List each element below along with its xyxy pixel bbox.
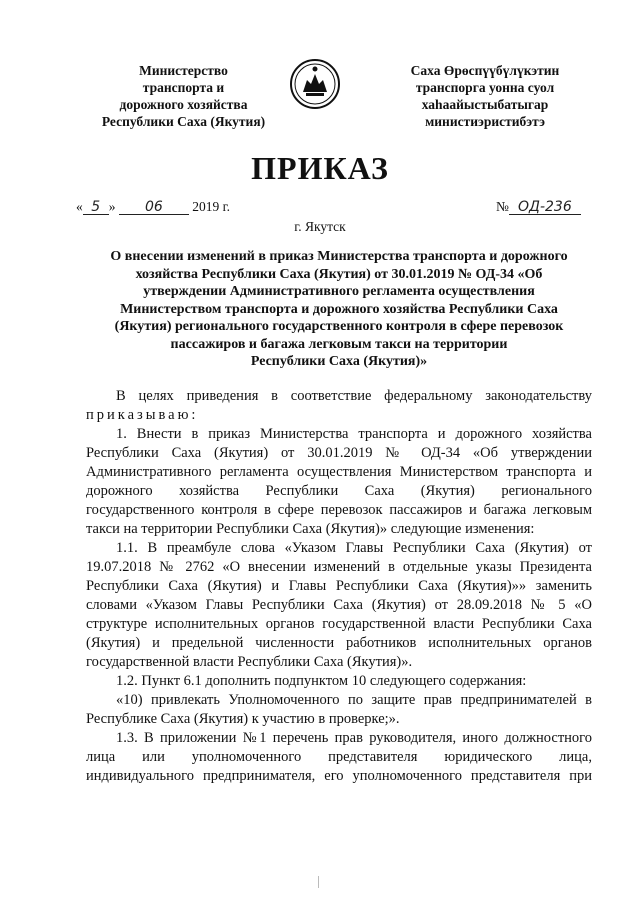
paragraph-1-line: Административного регламента осуществления Министерством транспорта и xyxy=(86,464,592,480)
header-right-line: Саха Өрөспүүбүлүкэтин xyxy=(410,63,560,78)
order-number xyxy=(496,199,581,215)
header-left-line: дорожного хозяйства xyxy=(119,97,248,112)
scan-mark xyxy=(318,876,319,888)
date-day: 5 xyxy=(83,200,109,215)
paragraph-1-1-line: структуре исполнительных органов государственной власти Республики Саха xyxy=(86,616,592,632)
city: г. Якутск xyxy=(294,219,346,234)
ministry-name-russian xyxy=(86,62,281,130)
date-month: 06 xyxy=(119,200,189,215)
paragraph-1-line: 1. Внести в приказ Министерства транспорта и дорожного хозяйства xyxy=(116,426,592,442)
paragraph-1-1-line: 19.07.2018 № 2762 «О внесении изменений в отдельные указы Президента xyxy=(86,559,592,575)
order-body xyxy=(86,387,592,786)
header-right-line: министиэристибэтэ xyxy=(425,114,545,129)
paragraph-1-line: государственного контроля в сфере перевозок пассажиров и багажа легковым xyxy=(86,502,592,518)
subject-line: хозяйства Республики Саха (Якутия) от 30.01.2019 № ОД-34 «Об xyxy=(135,266,543,282)
subject-line: пассажиров и багажа легковым такси на территории xyxy=(170,336,508,352)
subject-line: (Якутия) регионального государственного контроля в сфере перевозок xyxy=(114,319,564,334)
order-subject xyxy=(86,248,592,371)
paragraph-1-line: такси на территории Республики Саха (Якутия)» следующие изменения: xyxy=(86,521,535,537)
paragraph-1-2-quote-line: «10) привлекать Уполномоченного по защите прав предпринимателей в xyxy=(116,692,592,708)
decree-word: приказываю: xyxy=(86,407,199,423)
date-open-quote: « xyxy=(76,199,83,214)
header-left-line: транспорта и xyxy=(142,80,225,95)
paragraph-1-3-line: лица или уполномоченного представителя юридического лица, xyxy=(86,749,592,765)
subject-line: Министерством транспорта и дорожного хозяйства Республики Саха xyxy=(120,301,558,317)
subject-line: Республики Саха (Якутия)» xyxy=(250,354,428,369)
paragraph-1-1-line: государственной власти Республики Саха (Якутия)». xyxy=(86,654,413,670)
order-number-value: ОД-236 xyxy=(509,200,581,215)
header-right-line: хаһаайыстыбатыгар xyxy=(421,97,549,112)
header-right-line: транспорга уонна суол xyxy=(415,80,555,95)
paragraph-1-3-line: индивидуального предпринимателя, его уполномоченного представителя при xyxy=(86,768,592,784)
number-sign: № xyxy=(496,199,509,214)
header-left-line: Министерство xyxy=(139,63,228,78)
paragraph-1-1-line: (Якутия) и предельной численности работников исполнительных органов xyxy=(86,635,592,651)
paragraph-1-1-line: 1.1. В преамбуле слова «Указом Главы Республики Саха (Якутия) от xyxy=(116,540,592,556)
date-year: 2019 г. xyxy=(192,199,231,214)
paragraph-1-2-quote-line: Республике Саха (Якутия) к участию в проверке;». xyxy=(86,711,400,727)
header-left-line: Республики Саха (Якутия) xyxy=(101,114,266,129)
order-date xyxy=(76,199,230,215)
paragraph-1-3-line: 1.3. В приложении №1 перечень прав руководителя, иного должностного xyxy=(116,730,592,746)
paragraph-1-2-line: 1.2. Пункт 6.1 дополнить подпунктом 10 следующего содержания: xyxy=(116,673,527,689)
paragraph-1-1-line: словами «Указом Главы Республики Саха (Якутия) от 28.09.2018 № 5 «О xyxy=(86,597,592,613)
intro-line: В целях приведения в соответствие федеральному законодательству xyxy=(116,388,592,404)
subject-line: О внесении изменений в приказ Министерства транспорта и дорожного xyxy=(110,249,568,264)
ministry-name-yakut xyxy=(385,62,585,130)
document-title: ПРИКАЗ xyxy=(251,150,389,186)
coat-of-arms-emblem-icon xyxy=(289,58,341,110)
subject-line: утверждении Административного регламента осуществления xyxy=(143,284,535,299)
paragraph-1-line: дорожного хозяйства Республики Саха (Якутия) регионального xyxy=(86,483,592,499)
paragraph-1-line: Республики Саха (Якутия) от 30.01.2019 № ОД-34 «Об утверждении xyxy=(86,445,592,461)
paragraph-1-1-line: Республики Саха (Якутия) и Главы Республики Саха (Якутия)»» заменить xyxy=(86,578,592,594)
date-close-quote: » xyxy=(108,199,116,214)
